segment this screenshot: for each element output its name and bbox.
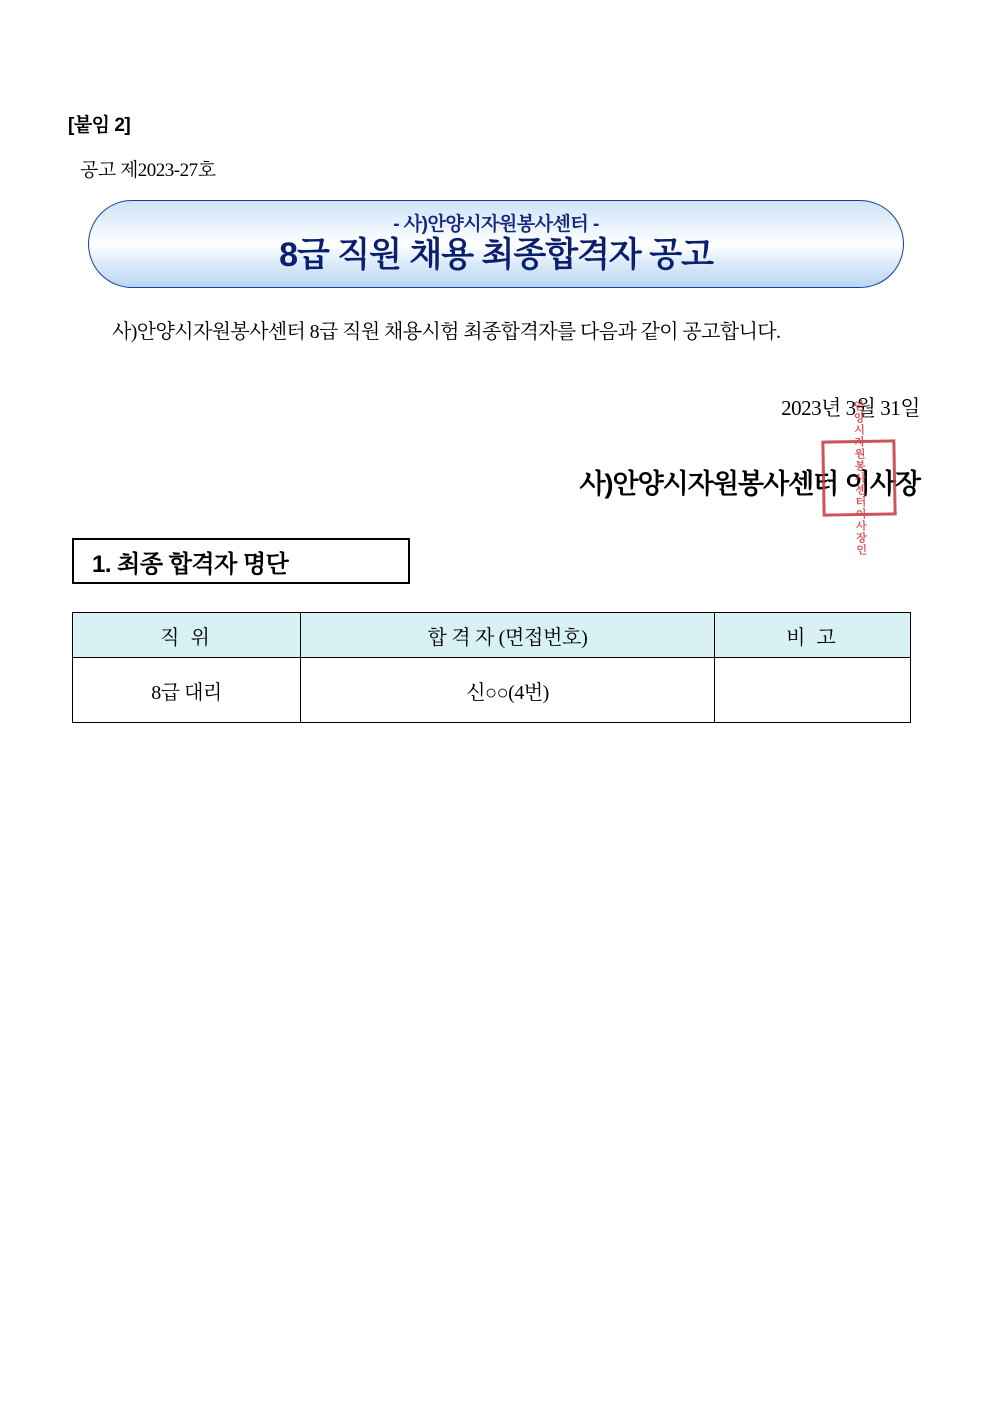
issue-date: 2023년 3월 31일 bbox=[781, 396, 920, 420]
cell-passer: 신○○(4번) bbox=[301, 658, 715, 723]
section-heading-box bbox=[72, 538, 410, 584]
final-passers-table bbox=[72, 612, 911, 723]
official-seal-icon bbox=[821, 399, 896, 557]
attachment-label: [붙임 2] bbox=[68, 115, 131, 136]
table-row bbox=[73, 658, 911, 723]
cell-position: 8급 대리 bbox=[73, 658, 301, 723]
cell-note bbox=[715, 658, 911, 723]
signature-issuer: 사)안양시자원봉사센터 이사장 bbox=[579, 469, 920, 499]
column-header-position: 직 위 bbox=[73, 613, 301, 658]
banner-subtitle: - 사)안양시자원봉사센터 - bbox=[393, 213, 599, 235]
title-banner bbox=[88, 200, 904, 288]
section-heading-label: 1. 최종 합격자 명단 bbox=[92, 550, 289, 578]
page-title: 8급 직원 채용 최종합격자 공고 bbox=[279, 235, 713, 274]
notice-number: 공고 제2023-27호 bbox=[80, 160, 216, 181]
column-header-note: 비 고 bbox=[715, 613, 911, 658]
intro-sentence: 사)안양시자원봉사센터 8급 직원 채용시험 최종합격자를 다음과 같이 공고합니다. bbox=[112, 321, 781, 343]
table-header-row bbox=[73, 613, 911, 658]
column-header-passer: 합 격 자 (면접번호) bbox=[301, 613, 715, 658]
official-seal-text: 안양시자원봉사센터이사장인 bbox=[852, 399, 867, 557]
